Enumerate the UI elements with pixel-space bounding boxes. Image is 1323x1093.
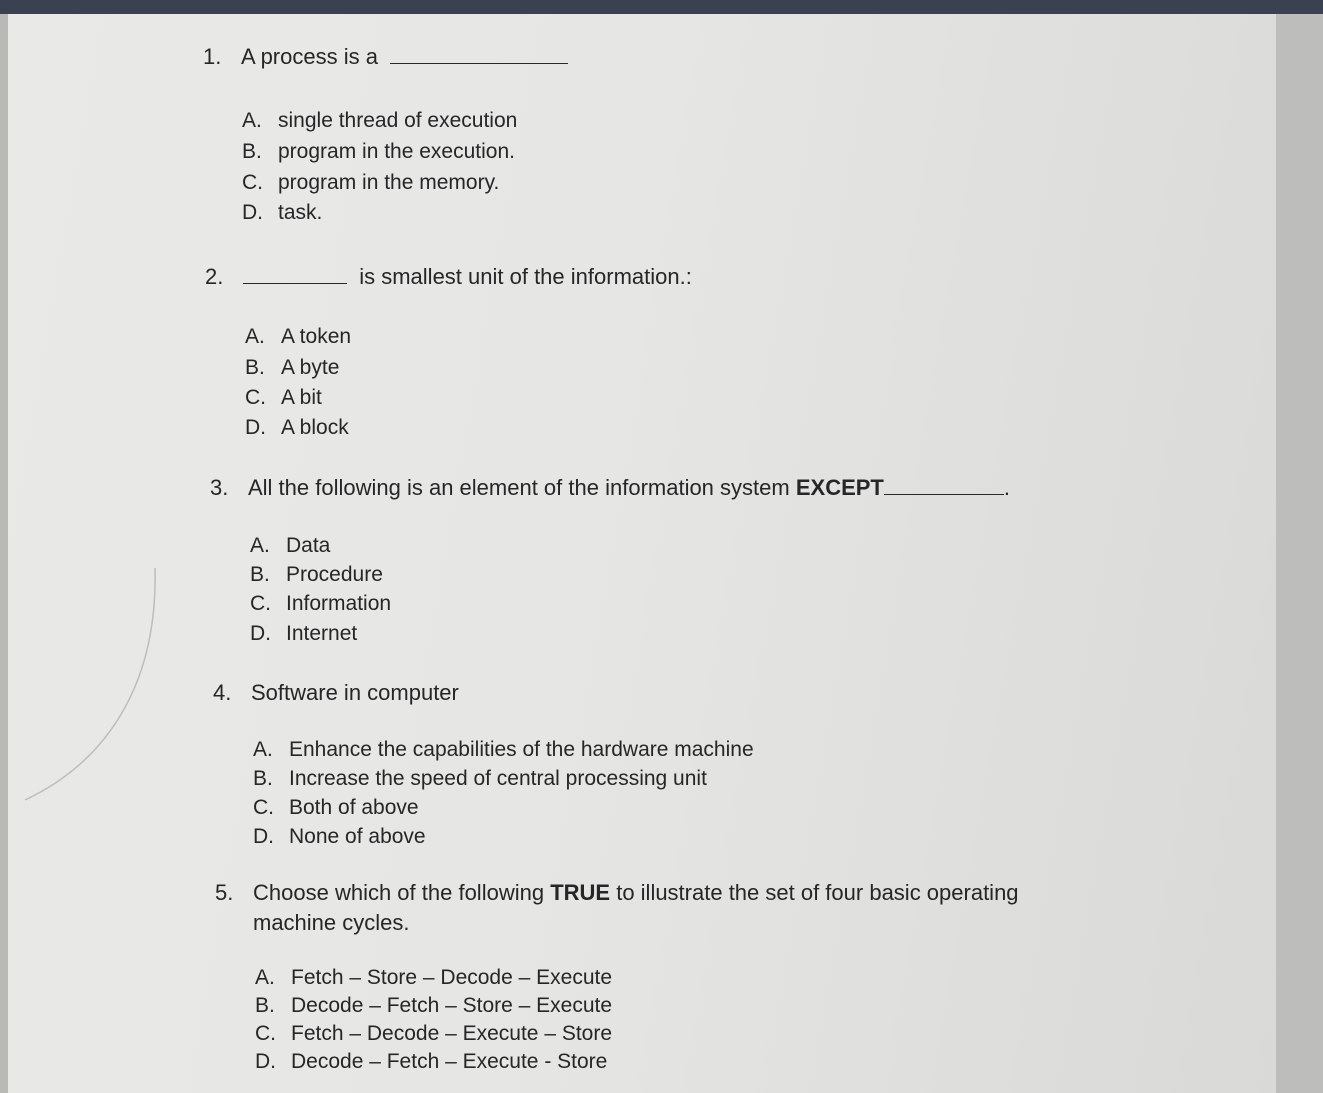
answer-blank [884, 476, 1004, 495]
screen-right-edge [1276, 14, 1323, 1093]
question-5-stem: 5. Choose which of the following TRUE to illustrate the set of four basic operating [215, 880, 1019, 905]
question-1-stem [203, 43, 568, 71]
question-number: 4. [213, 680, 232, 705]
question-number: 3. [210, 475, 229, 500]
answer-blank [390, 45, 568, 64]
q3-option-b: B. Procedure [250, 563, 383, 586]
q4-option-a: A. Enhance the capabilities of the hardware machine [253, 738, 754, 761]
q4-option-c: C. Both of above [253, 796, 419, 819]
question-text: A process is a [241, 44, 378, 69]
question-number: 1. [203, 44, 222, 69]
q2-option-a: A. A token [245, 325, 352, 348]
question-number: 5. [215, 880, 234, 905]
q4-option-d: D. None of above [253, 825, 426, 848]
q2-option-d: D. A block [245, 416, 349, 439]
q5-option-b: B. Decode – Fetch – Store – Execute [255, 994, 613, 1017]
question-4-stem [213, 679, 459, 707]
q4-option-b: B. Increase the speed of central processing unit [253, 767, 707, 790]
q1-option-a: A. single thread of execution [242, 109, 518, 132]
screen-reflection-curve [0, 0, 200, 820]
q5-option-c: C. Fetch – Decode – Execute – Store [255, 1022, 613, 1045]
question-text: All the following is an element of the information system [248, 475, 790, 500]
question-5-stem-line2: machine cycles. [253, 910, 410, 935]
question-number: 2. [205, 264, 224, 289]
emphasis-true: TRUE [550, 880, 611, 905]
q3-option-a: A. Data [250, 534, 331, 557]
q5-option-d: D. Decode – Fetch – Execute - Store [255, 1050, 608, 1073]
emphasis-except: EXCEPT [795, 475, 884, 500]
answer-blank [243, 265, 347, 284]
q2-option-c: C. A bit [245, 386, 322, 409]
q1-option-c: C. program in the memory. [242, 171, 500, 194]
q5-option-a: A. Fetch – Store – Decode – Execute [255, 966, 613, 989]
question-text: is smallest unit of the information.: [359, 264, 692, 289]
q3-option-c: C. Information [250, 592, 392, 615]
q1-option-b: B. program in the execution. [242, 140, 515, 163]
question-3-stem: 3. All the following is an element of the information system EXCEPT . [210, 475, 1010, 500]
q2-option-b: B. A byte [245, 356, 340, 379]
q1-option-d: D. task. [242, 201, 323, 224]
question-text: Software in computer [251, 680, 459, 705]
question-text: Choose which of the following [253, 880, 545, 905]
question-2-stem [205, 263, 692, 291]
q3-option-d: D. Internet [250, 622, 358, 645]
